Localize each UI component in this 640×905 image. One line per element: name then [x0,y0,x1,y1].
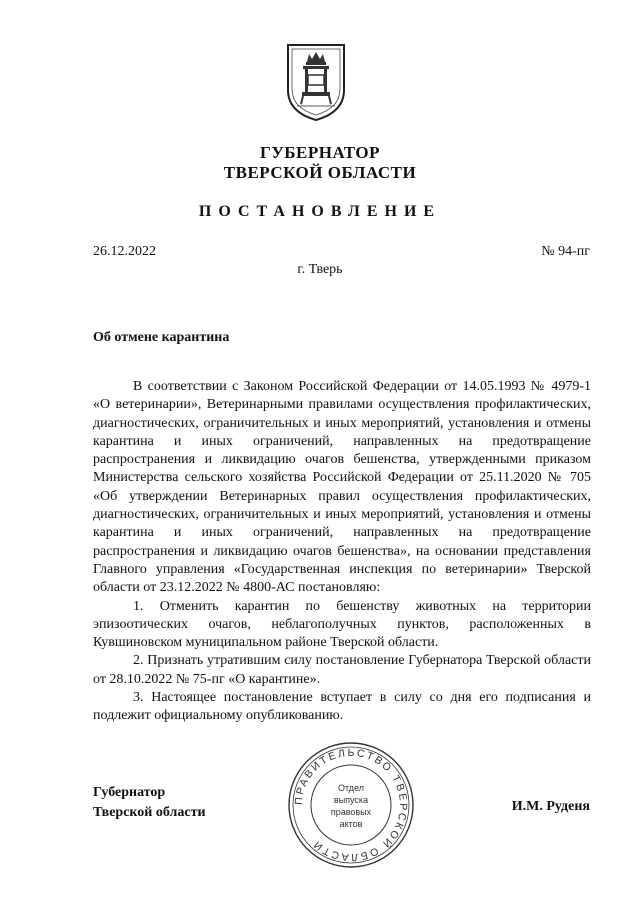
stamp-line-1: Отдел [337,783,365,793]
body-paragraph-item-2: 2. Признать утратившим силу постановление Губернатора Тверской области от 28.10.2022 № 75-пг «О карантине». [93,653,591,687]
signatory-role-line-1: Губернатор [93,785,166,800]
organization-name-line-1: ГУБЕРНАТОР [260,143,380,162]
stamp-line-3: правовых [330,807,372,817]
body-paragraph-preamble: В соответствии с Законом Российской Федерации от 14.05.1993 № 4979-1 «О ветеринарии», Ветеринарными правилами осуществления профилактических, диагностических, ограничительных и иных мероприятий, установления и отмены карантина и иных ограничений, направленных на предотвращение распространения и ликвидацию очагов бешенства, утвержденными приказом Министерства сельского хозяйства Российской Федерации от 25.11.2020 № 705 «Об утверждении Ветеринарных правил осуществления профилактических, диагностических, ограничительных и иных мероприятий, установления и отмены карантина и иных ограничений, направленных на предотвращение распространения и ликвидацию очагов бешенства», на основании представления Главного управления «Государственная инспекция по ветеринарии» Тверской области от 23.12.2022 № 4800-АС постановляю: [93,379,591,596]
stamp-line-2: выпуска [333,795,369,805]
body-paragraph-item-1: 1. Отменить карантин по бешенству животных на территории эпизоотических очагов, неблагополучных пунктов, расположенных в Кувшиновском муниципальном районе Тверской области. [93,598,591,651]
signatory-name: И.М. Руденя [511,799,590,814]
coat-of-arms-emblem [285,42,347,122]
stamp-line-4: актов [339,819,363,829]
document-body [93,378,591,726]
signatory-role-line-2: Тверской области [93,805,206,820]
organization-name-line-2: ТВЕРСКОЙ ОБЛАСТИ [223,163,417,182]
body-paragraph-item-3: 3. Настоящее постановление вступает в силу со дня его подписания и подлежит официальному опубликованию. [93,690,591,724]
document-city: г. Тверь [297,262,343,277]
document-date: 26.12.2022 [93,244,156,259]
stamp-ring-text: ПРАВИТЕЛЬСТВО ТВЕРСКОЙ ОБЛАСТИ [292,746,410,864]
official-stamp [286,740,416,870]
document-number: № 94-пг [541,244,590,259]
document-type-title: ПОСТАНОВЛЕНИЕ [198,203,442,220]
signatory-role [93,783,206,823]
document-subject: Об отмене карантина [93,330,230,345]
